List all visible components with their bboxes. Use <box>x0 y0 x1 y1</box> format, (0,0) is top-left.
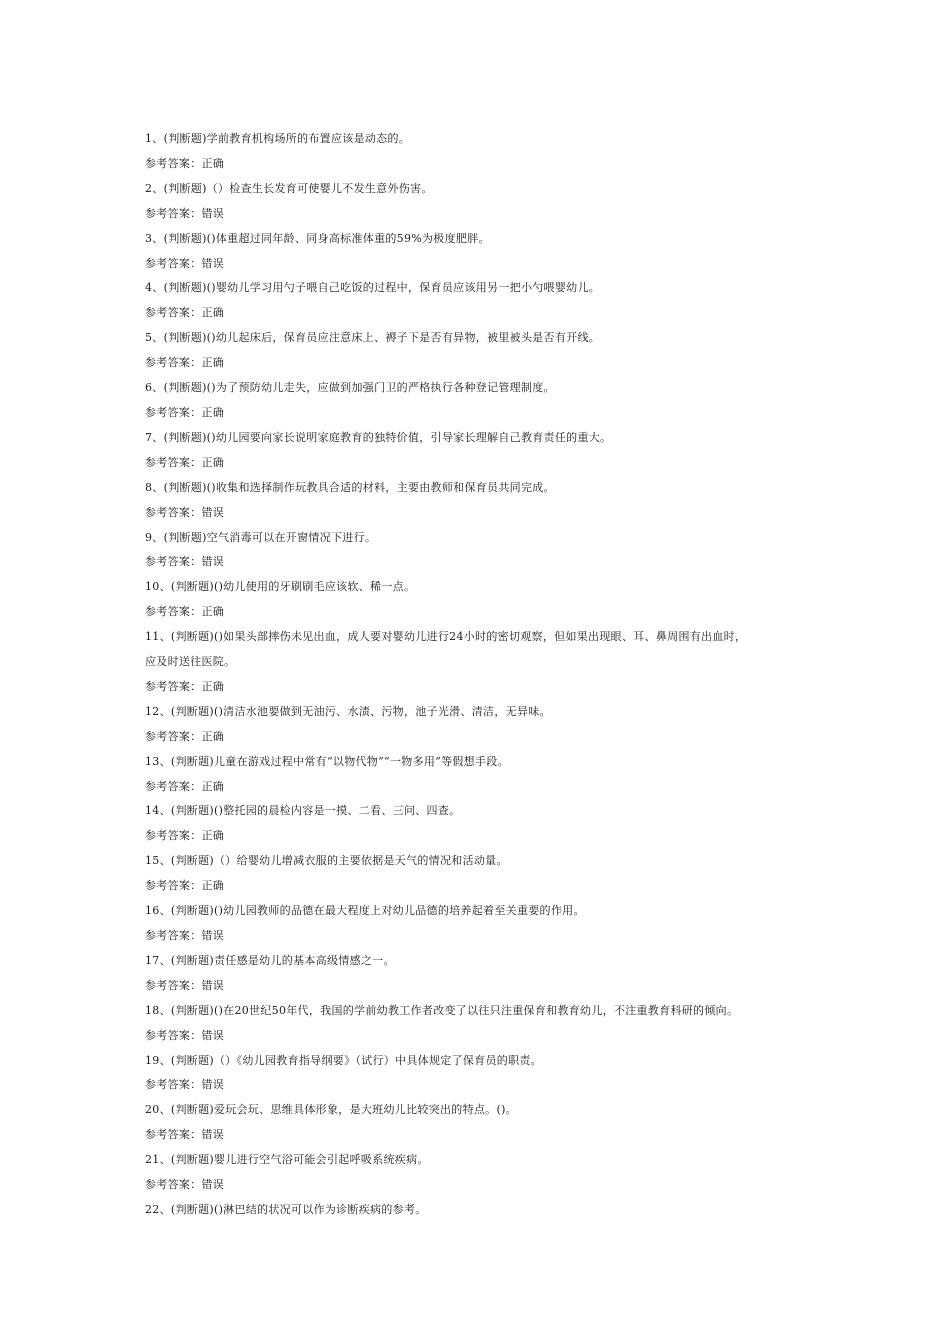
question-text: 14、(判断题)()整托园的晨检内容是一摸、二看、三问、四查。 <box>145 804 461 818</box>
question-text: 17、(判断题)责任感是幼儿的基本高级情感之一。 <box>145 953 395 967</box>
question-text: 12、(判断题)()清洁水池要做到无油污、水渍、污物，池子光滑、清洁，无异味。 <box>145 704 551 718</box>
question-text: 10、(判断题)()幼儿使用的牙刷刷毛应该软、稀一点。 <box>145 580 416 594</box>
question-text: 2、(判断题)（）检查生长发育可使婴儿不发生意外伤害。 <box>145 181 433 195</box>
question-text: 5、(判断题)()幼儿起床后，保育员应注意床上、褥子下是否有异物，被里被头是否有开线。 <box>145 331 601 345</box>
answer-text: 参考答案：错误 <box>145 505 225 519</box>
answer-text: 参考答案：正确 <box>145 679 225 693</box>
question-text: 19、(判断题)（）《幼儿园教育指导纲要》（试行）中具体规定了保育员的职责。 <box>145 1053 542 1067</box>
question-text: 3、(判断题)()体重超过同年龄、同身高标准体重的59%为极度肥胖。 <box>145 231 490 245</box>
question-text: 4、(判断题)()婴幼儿学习用勺子喂自己吃饭的过程中，保育员应该用另一把小勺喂婴幼儿。 <box>145 281 601 295</box>
answer-text: 参考答案：错误 <box>145 1128 225 1142</box>
answer-text: 参考答案：错误 <box>145 1028 225 1042</box>
question-text: 22、(判断题)()淋巴结的状况可以作为诊断疾病的参考。 <box>145 1202 427 1216</box>
answer-text: 参考答案：正确 <box>145 405 225 419</box>
question-text: 18、(判断题)()在20世纪50年代，我国的学前幼教工作者改变了以往只注重保育和教育幼儿，不注重教育科研的倾向。 <box>145 1003 739 1017</box>
answer-text: 参考答案：错误 <box>145 1178 225 1192</box>
question-text: 6、(判断题)()为了预防幼儿走失，应做到加强门卫的严格执行各种登记管理制度。 <box>145 381 555 395</box>
question-text: 16、(判断题)()幼儿园教师的品德在最大程度上对幼儿品德的培养起着至关重要的作用。 <box>145 904 585 918</box>
question-text: 7、(判断题)()幼儿园要向家长说明家庭教育的独特价值，引导家长理解自己教育责任的重大。 <box>145 430 612 444</box>
answer-text: 参考答案：错误 <box>145 256 225 270</box>
answer-text: 参考答案：正确 <box>145 879 225 893</box>
question-text: 9、(判断题)空气消毒可以在开窗情况下进行。 <box>145 530 377 544</box>
answer-text: 参考答案：错误 <box>145 1078 225 1092</box>
answer-text: 参考答案：错误 <box>145 555 225 569</box>
answer-text: 参考答案：正确 <box>145 306 225 320</box>
question-text: 8、(判断题)()收集和选择制作玩教具合适的材料，主要由教师和保育员共同完成。 <box>145 480 555 494</box>
answer-text: 参考答案：错误 <box>145 978 225 992</box>
question-text: 21、(判断题)婴儿进行空气浴可能会引起呼吸系统疾病。 <box>145 1153 429 1167</box>
answer-text: 参考答案：错误 <box>145 929 225 942</box>
question-list <box>145 127 835 1223</box>
answer-text: 参考答案：正确 <box>145 829 225 843</box>
question-text-continued: 应及时送往医院。 <box>145 655 236 669</box>
answer-text: 参考答案：正确 <box>145 779 225 793</box>
answer-text: 参考答案：正确 <box>145 605 225 619</box>
answer-text: 参考答案：错误 <box>145 206 225 220</box>
question-text: 1、(判断题)学前教育机构场所的布置应该是动态的。 <box>145 132 411 145</box>
answer-text: 参考答案：正确 <box>145 729 225 743</box>
question-text: 11、(判断题)()如果头部摔伤未见出血，成人要对婴幼儿进行24小时的密切观察，但如果出现眼、耳、鼻周围有出血时， <box>145 630 747 644</box>
answer-text: 参考答案：正确 <box>145 156 225 170</box>
question-text: 15、(判断题)（）给婴幼儿增减衣服的主要依据是天气的情况和活动量。 <box>145 854 508 868</box>
answer-text: 参考答案：正确 <box>145 455 225 469</box>
question-text: 13、(判断题)儿童在游戏过程中常有“以物代物”“一物多用”等假想手段。 <box>145 754 509 768</box>
answer-text: 参考答案：正确 <box>145 356 225 370</box>
question-text: 20、(判断题)爱玩会玩、思维具体形象，是大班幼儿比较突出的特点。()。 <box>145 1103 517 1117</box>
